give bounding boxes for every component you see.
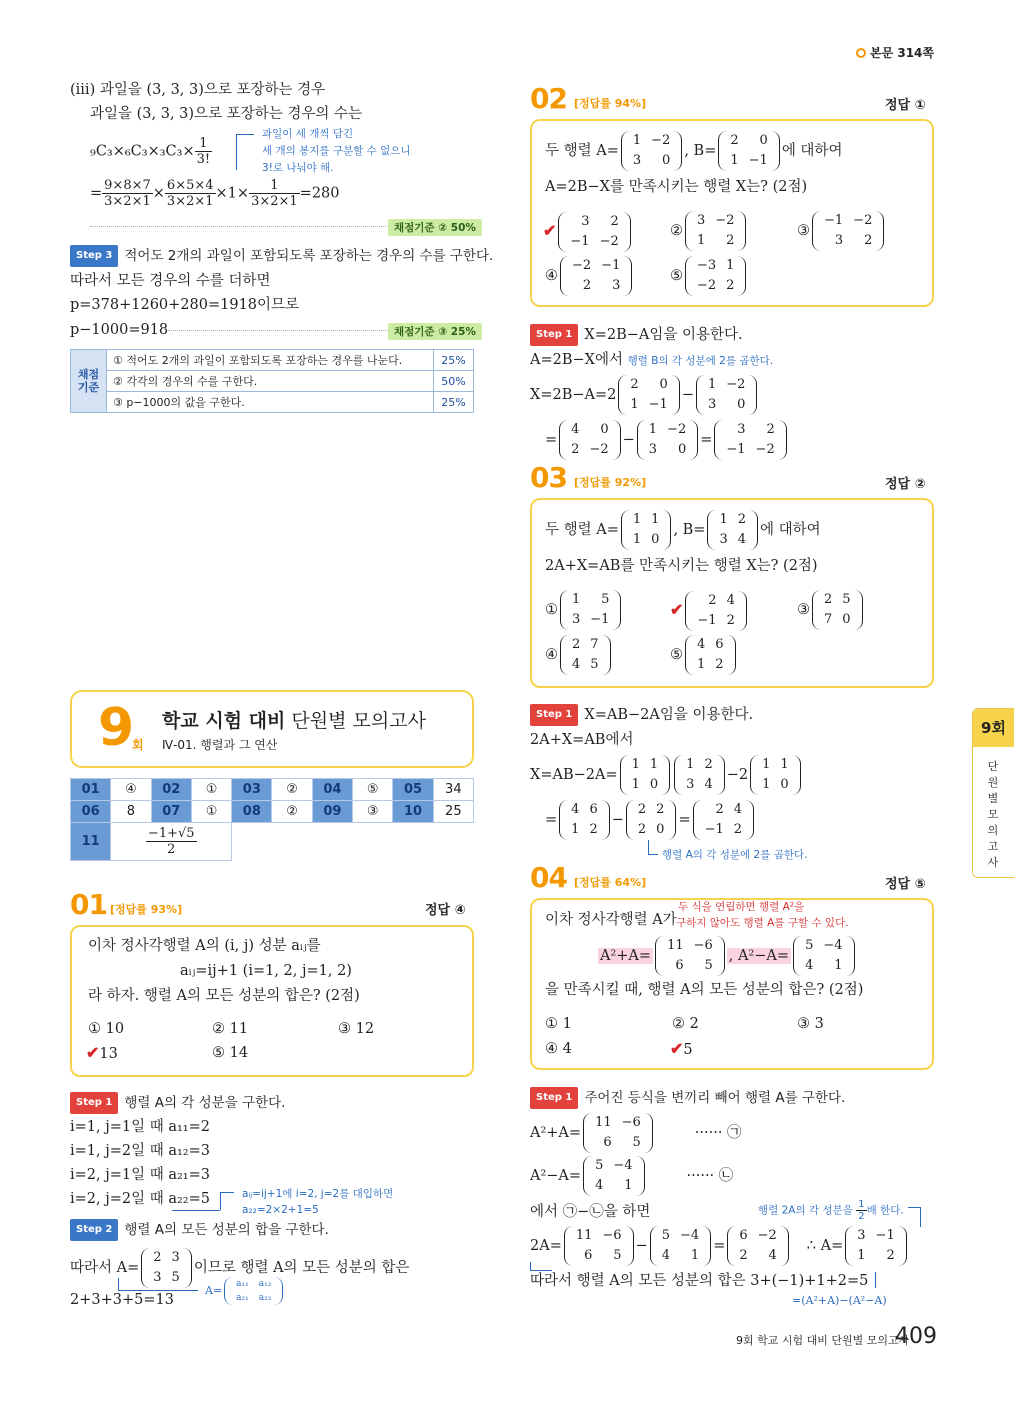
p04-half-note: 행렬 2A의 각 성분을 $\frac{1}{2}$ 배 한다. [758,1199,904,1222]
footer-title: 9회 학교 시험 대비 단원별 모의고사 [736,1334,910,1347]
p03-choice-1[interactable]: ① 1 5 3 −1 [545,589,623,631]
case3-note-1: 과일이 세 개씩 담긴 [262,128,354,140]
problem-03-number: 03 [530,461,567,494]
section-title: 학교 시험 대비 단원별 모의고사 [162,710,426,732]
p02-choice-2[interactable]: ② 3 −2 1 2 [670,210,748,252]
case3-note-3: 3!로 나눠야 해. [262,162,334,174]
problem-04-number: 04 [530,861,567,894]
p03-choice-5[interactable]: ⑤ 4 6 1 2 [670,634,738,676]
side-tab-label: 단원별 모의고사 [987,760,999,869]
choice-2[interactable]: ② 11 [212,1021,249,1037]
sum-line: 따라서 모든 경우의 수를 더하면 [70,273,271,289]
check-icon: ✔ [86,1043,100,1062]
section-title-box: 9 회 학교 시험 대비 단원별 모의고사 Ⅳ-01. 행렬과 그 연산 [70,690,474,768]
problem-02-number: 02 [530,82,567,115]
p-line: p=378+1260+280=1918이므로 [70,297,300,313]
case3-note-2: 세 개의 봉지를 구분할 수 없으니 [262,145,411,157]
grading-head: 채점 기준 [71,350,107,413]
section-number: 9 [98,698,135,758]
problem-03-rate: [정답률 92%] [574,476,647,489]
p04-choice-2[interactable]: ② 2 [672,1016,699,1032]
p02-step1: Step 1 X=2B−A임을 이용한다. [530,324,743,346]
p02-choice-4[interactable]: ④ −2 −1 2 3 [545,255,634,297]
section-subtitle: Ⅳ-01. 행렬과 그 연산 [162,738,278,752]
p02-choice-3[interactable]: ③ −1 −2 3 2 [797,210,886,252]
problem-02-answer: 정답 ① [885,98,926,113]
p03-choice-3[interactable]: ③ 2 5 7 0 [797,589,865,631]
p03-step1: Step 1 X=AB−2A임을 이용한다. [530,704,753,726]
page-number: 409 [895,1324,937,1349]
choice-1[interactable]: ① 10 [88,1021,125,1037]
problem-01-answer: 정답 ④ [425,903,466,918]
p02-choice-1[interactable]: ✔ 3 2 −1 −2 [543,210,633,253]
case3-formula-2: = $\frac{9\times 8\times 7}{3\times 2\times 1}$ × $\frac{6\times 5\times 4}{3\times 2\times 1}$ ×1× $\frac{1}{3\times 2\times 1}$ =280 [90,178,340,209]
side-tab-number: 9회 [973,709,1014,747]
side-tab[interactable] [972,708,1014,878]
p02-choice-5[interactable]: ⑤ −3 1 −2 2 [670,255,748,297]
p04-choice-3[interactable]: ③ 3 [797,1016,824,1032]
case3-formula-1: ₉C₃×₆C₃×₃C₃× $\frac{1}{3!}$ [90,136,211,167]
p04-choice-5-correct[interactable]: ✔5 [670,1039,693,1058]
step-3-label: Step 3 [70,245,118,267]
problem-01-rate: [정답률 93%] [110,903,183,916]
choice-3[interactable]: ③ 12 [338,1021,375,1037]
problem-01-number: 01 [70,888,107,921]
circle-icon [856,48,866,58]
grading-badge-3: 채점기준 ③ 25% [388,323,482,340]
matrix-A-components-note: A= a₁₁ a₁₂ a₂₁ a₂₂ [205,1277,285,1305]
page-reference: 본문 314쪽 [856,44,934,61]
p04-note: 두 식을 연립하면 행렬 A²을 구하지 않아도 행렬 A를 구할 수 있다. [676,901,849,929]
choice-4-correct[interactable]: ✔13 [86,1043,118,1062]
p04-step1: Step 1 주어진 등식을 변끼리 빼어 행렬 A를 구한다. [530,1087,845,1109]
grading-table: 채점 기준 ① 적어도 2개의 과일이 포함되도록 포장하는 경우를 나눈다. 25% ② 각각의 경우의 수를 구한다. 50% ③ p−1000의 값을 구한다. 25% [70,349,474,413]
problem-03-answer: 정답 ② [885,477,926,492]
p-1000-line: p−1000=918 [70,322,169,338]
case3-line: 과일을 (3, 3, 3)으로 포장하는 경우의 수는 [90,106,362,122]
problem-04-answer: 정답 ⑤ [885,877,926,892]
matrix-A: 2 3 3 5 [141,1248,192,1288]
p03-choice-2[interactable]: ✔ 2 4 −1 2 [670,589,749,632]
step3-line: Step 3 적어도 2개의 과일이 포함되도록 포장하는 경우의 수를 구한다. [70,245,493,267]
p04-choice-4[interactable]: ④ 4 [545,1041,572,1057]
grading-badge-2: 채점기준 ② 50% [388,219,482,236]
problem-04-rate: [정답률 64%] [574,876,647,889]
p01-step2: Step 2 행렬 A의 모든 성분의 합을 구한다. [70,1219,329,1241]
p03-choice-4[interactable]: ④ 2 7 4 5 [545,634,613,676]
problem-02-rate: [정답률 94%] [574,97,647,110]
answer-table: 01 ④ 02 ① 03 ② 04 ⑤ 05 34 06 8 07 ① 08 ② 09 ③ 10 25 11 $\frac{-1+√5}{2}$ [70,778,474,861]
p04-choice-1[interactable]: ① 1 [545,1016,572,1032]
choice-5[interactable]: ⑤ 14 [212,1045,249,1061]
p01-step1: Step 1 행렬 A의 각 성분을 구한다. [70,1092,285,1114]
case3-title: (iii) 과일을 (3, 3, 3)으로 포장하는 경우 [70,82,326,98]
